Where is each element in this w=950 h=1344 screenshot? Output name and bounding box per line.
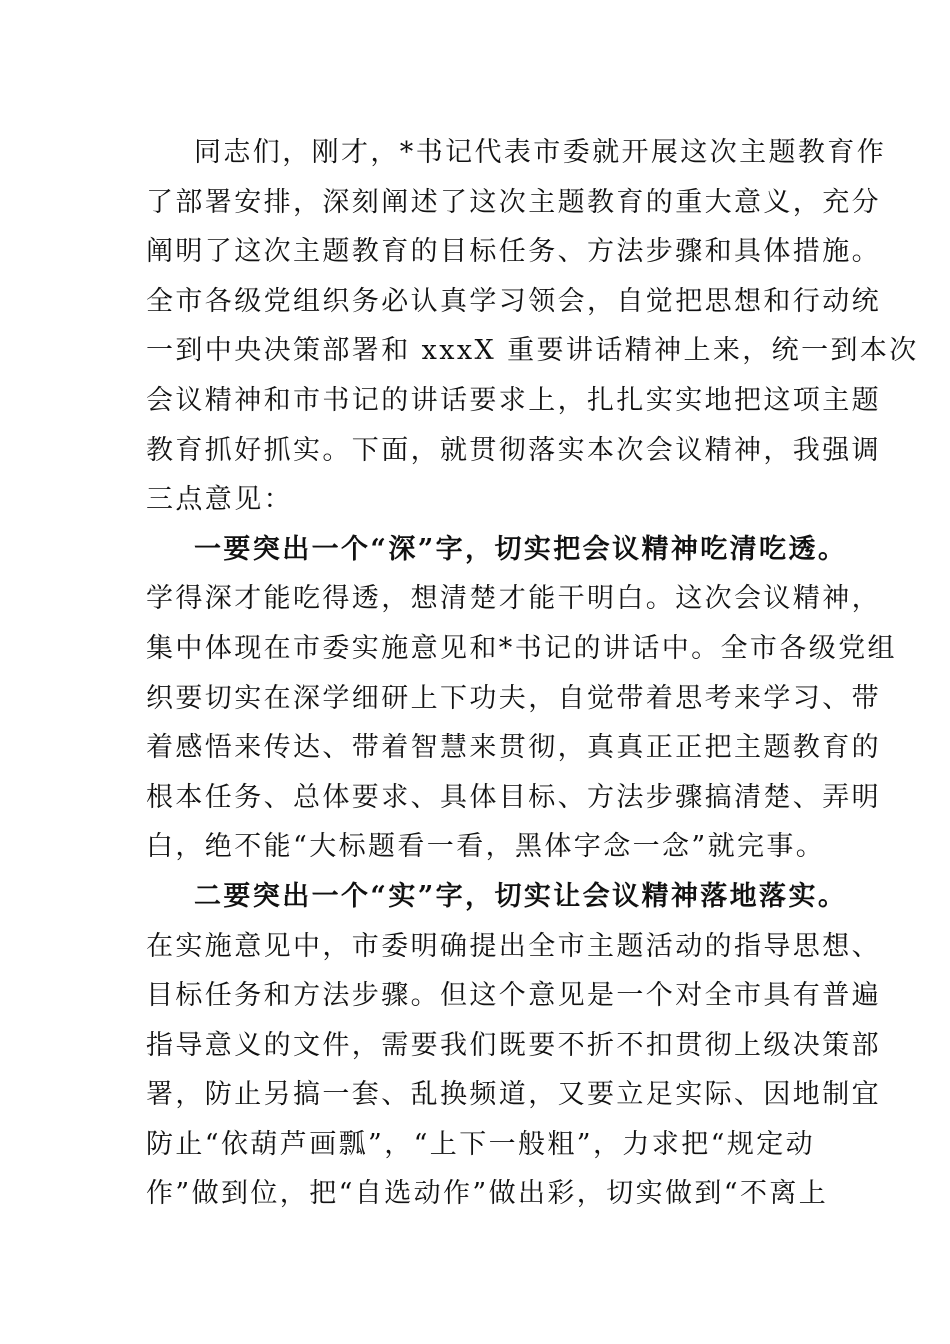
text-line: 织要切实在深学细研上下功夫，自觉带着思考来学习、带 (146, 682, 881, 714)
text-line: 会议精神和市书记的讲话要求上，扎扎实实地把这项主题 (146, 384, 881, 416)
text-line: 了部署安排，深刻阐述了这次主题教育的重大意义，充分 (146, 186, 881, 218)
text-line: 一到中央决策部署和 xxxX 重要讲话精神上来，统一到本次 (146, 335, 919, 367)
text-line: 同志们，刚才，*书记代表市委就开展这次主题教育作 (194, 137, 887, 168)
text-line: 三点意见： (146, 484, 293, 516)
text-line: 目标任务和方法步骤。但这个意见是一个对全市具有普遍 (146, 980, 881, 1012)
text-line: 作”做到位，把“自选动作”做出彩，切实做到“不离上 (146, 1178, 829, 1210)
text-line: 全市各级党组织务必认真学习领会，自觉把思想和行动统 (146, 285, 881, 317)
text-line: 指导意义的文件，需要我们既要不折不扣贯彻上级决策部 (146, 1029, 881, 1061)
text-line: 教育抓好抓实。下面，就贯彻落实本次会议精神，我强调 (146, 434, 881, 466)
text-line: 学得深才能吃得透，想清楚才能干明白。这次会议精神， (146, 583, 881, 615)
section-heading: 二要突出一个“实”字，切实让会议精神落地落实。 (194, 880, 848, 912)
text-line: 根本任务、总体要求、具体目标、方法步骤搞清楚、弄明 (146, 781, 881, 813)
paragraph-point-one (146, 525, 897, 872)
text-line: 阐明了这次主题教育的目标任务、方法步骤和具体措施。 (146, 236, 881, 268)
text-line: 在实施意见中，市委明确提出全市主题活动的指导思想、 (146, 930, 881, 962)
document-body (146, 128, 919, 1219)
text-line: 集中体现在市委实施意见和*书记的讲话中。全市各级党组 (146, 632, 897, 664)
paragraph-point-two (146, 872, 881, 1219)
section-heading: 一要突出一个“深”字，切实把会议精神吃清吃透。 (194, 533, 848, 565)
text-line: 署，防止另搞一套、乱换频道，又要立足实际、因地制宜 (146, 1079, 881, 1111)
text-line: 防止“依葫芦画瓢”，“上下一般粗”，力求把“规定动 (146, 1128, 816, 1160)
text-line: 着感悟来传达、带着智慧来贯彻，真真正正把主题教育的 (146, 732, 881, 764)
text-line: 白，绝不能“大标题看一看，黑体字念一念”就完事。 (146, 831, 826, 863)
paragraph-intro (146, 128, 919, 525)
